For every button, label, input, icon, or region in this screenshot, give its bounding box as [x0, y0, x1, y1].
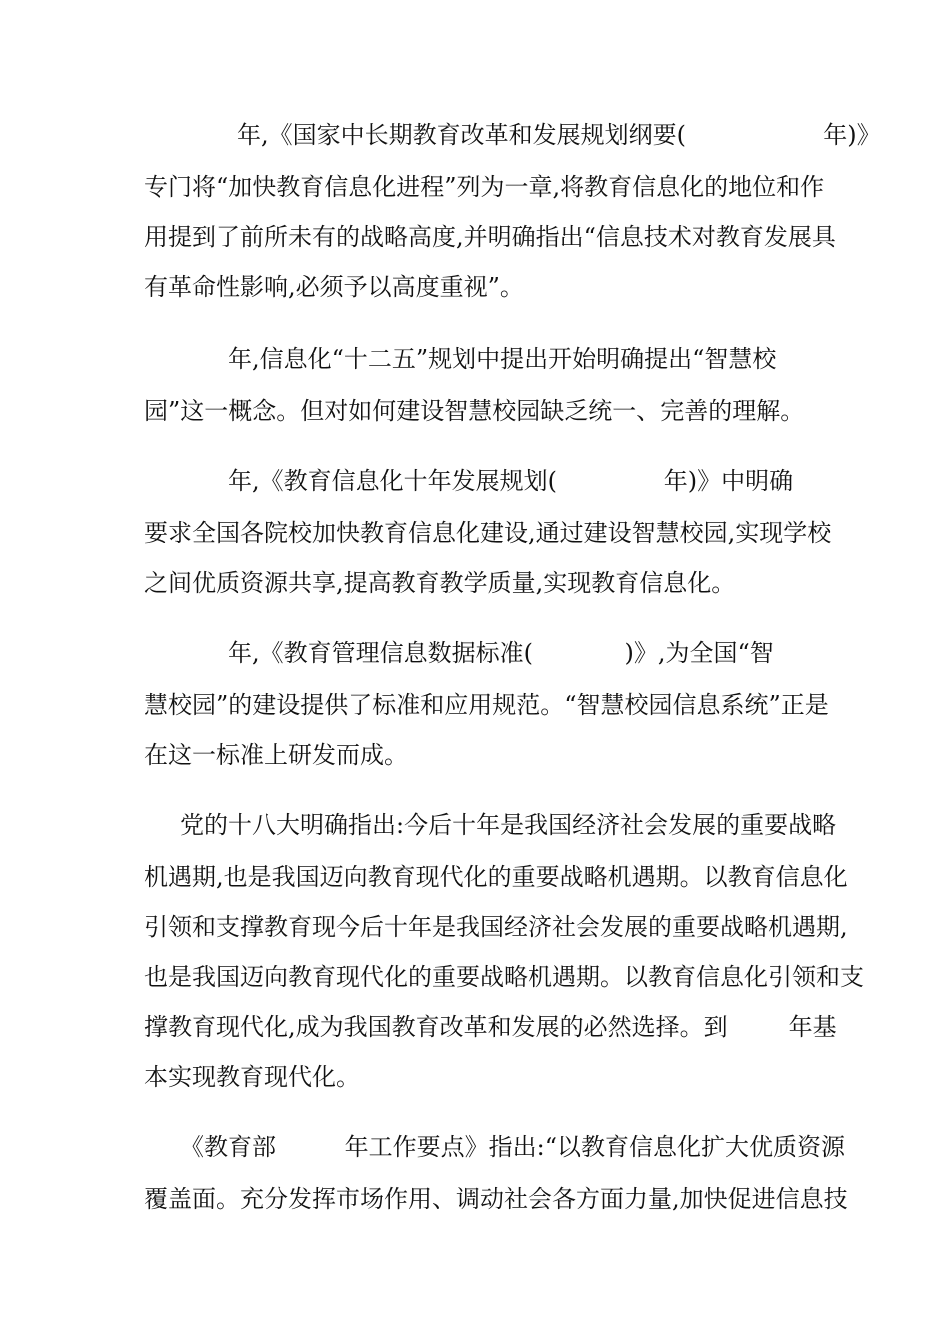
paragraph-5-line-3: 引领和支撑教育现今后十年是我国经济社会发展的重要战略机遇期, — [144, 913, 848, 941]
paragraph-3-line-1: 年,《教育信息化十年发展规划( 年)》中明确 — [228, 467, 794, 495]
paragraph-3-line-2: 要求全国各院校加快教育信息化建设,通过建设智慧校园,实现学校 — [144, 519, 832, 547]
paragraph-5-line-2: 机遇期,也是我国迈向教育现代化的重要战略机遇期。以教育信息化 — [144, 863, 848, 891]
paragraph-1-line-3: 用提到了前所未有的战略高度,并明确指出“信息技术对教育发展具 — [144, 223, 836, 251]
paragraph-6-line-1: 《教育部 年工作要点》指出:“以教育信息化扩大优质资源 — [180, 1133, 846, 1161]
paragraph-5-line-4: 也是我国迈向教育现代化的重要战略机遇期。以教育信息化引领和支 — [144, 963, 864, 991]
paragraph-4-line-1: 年,《教育管理信息数据标准( )》,为全国“智 — [228, 639, 774, 667]
paragraph-4-line-2: 慧校园”的建设提供了标准和应用规范。“智慧校园信息系统”正是 — [144, 691, 829, 719]
paragraph-5-line-6: 本实现教育现代化。 — [144, 1063, 360, 1091]
paragraph-6-line-2: 覆盖面。充分发挥市场作用、调动社会各方面力量,加快促进信息技 — [144, 1185, 848, 1213]
paragraph-2-line-2: 园”这一概念。但对如何建设智慧校园缺乏统一、完善的理解。 — [144, 397, 805, 425]
paragraph-1-line-2: 专门将“加快教育信息化进程”列为一章,将教育信息化的地位和作 — [144, 173, 825, 201]
paragraph-3-line-3: 之间优质资源共享,提高教育教学质量,实现教育信息化。 — [144, 569, 736, 597]
paragraph-4-line-3: 在这一标准上研发而成。 — [144, 741, 408, 769]
paragraph-1-line-4: 有革命性影响,必须予以高度重视”。 — [144, 273, 524, 301]
paragraph-1-line-1: 年,《国家中长期教育改革和发展规划纲要( 年)》 — [237, 121, 881, 149]
paragraph-5-line-5: 撑教育现代化,成为我国教育改革和发展的必然选择。到 年基 — [144, 1013, 837, 1041]
paragraph-2-line-1: 年,信息化“十二五”规划中提出开始明确提出“智慧校 — [228, 345, 777, 373]
paragraph-5-line-1: 党的十八大明确指出:今后十年是我国经济社会发展的重要战略 — [180, 811, 837, 839]
